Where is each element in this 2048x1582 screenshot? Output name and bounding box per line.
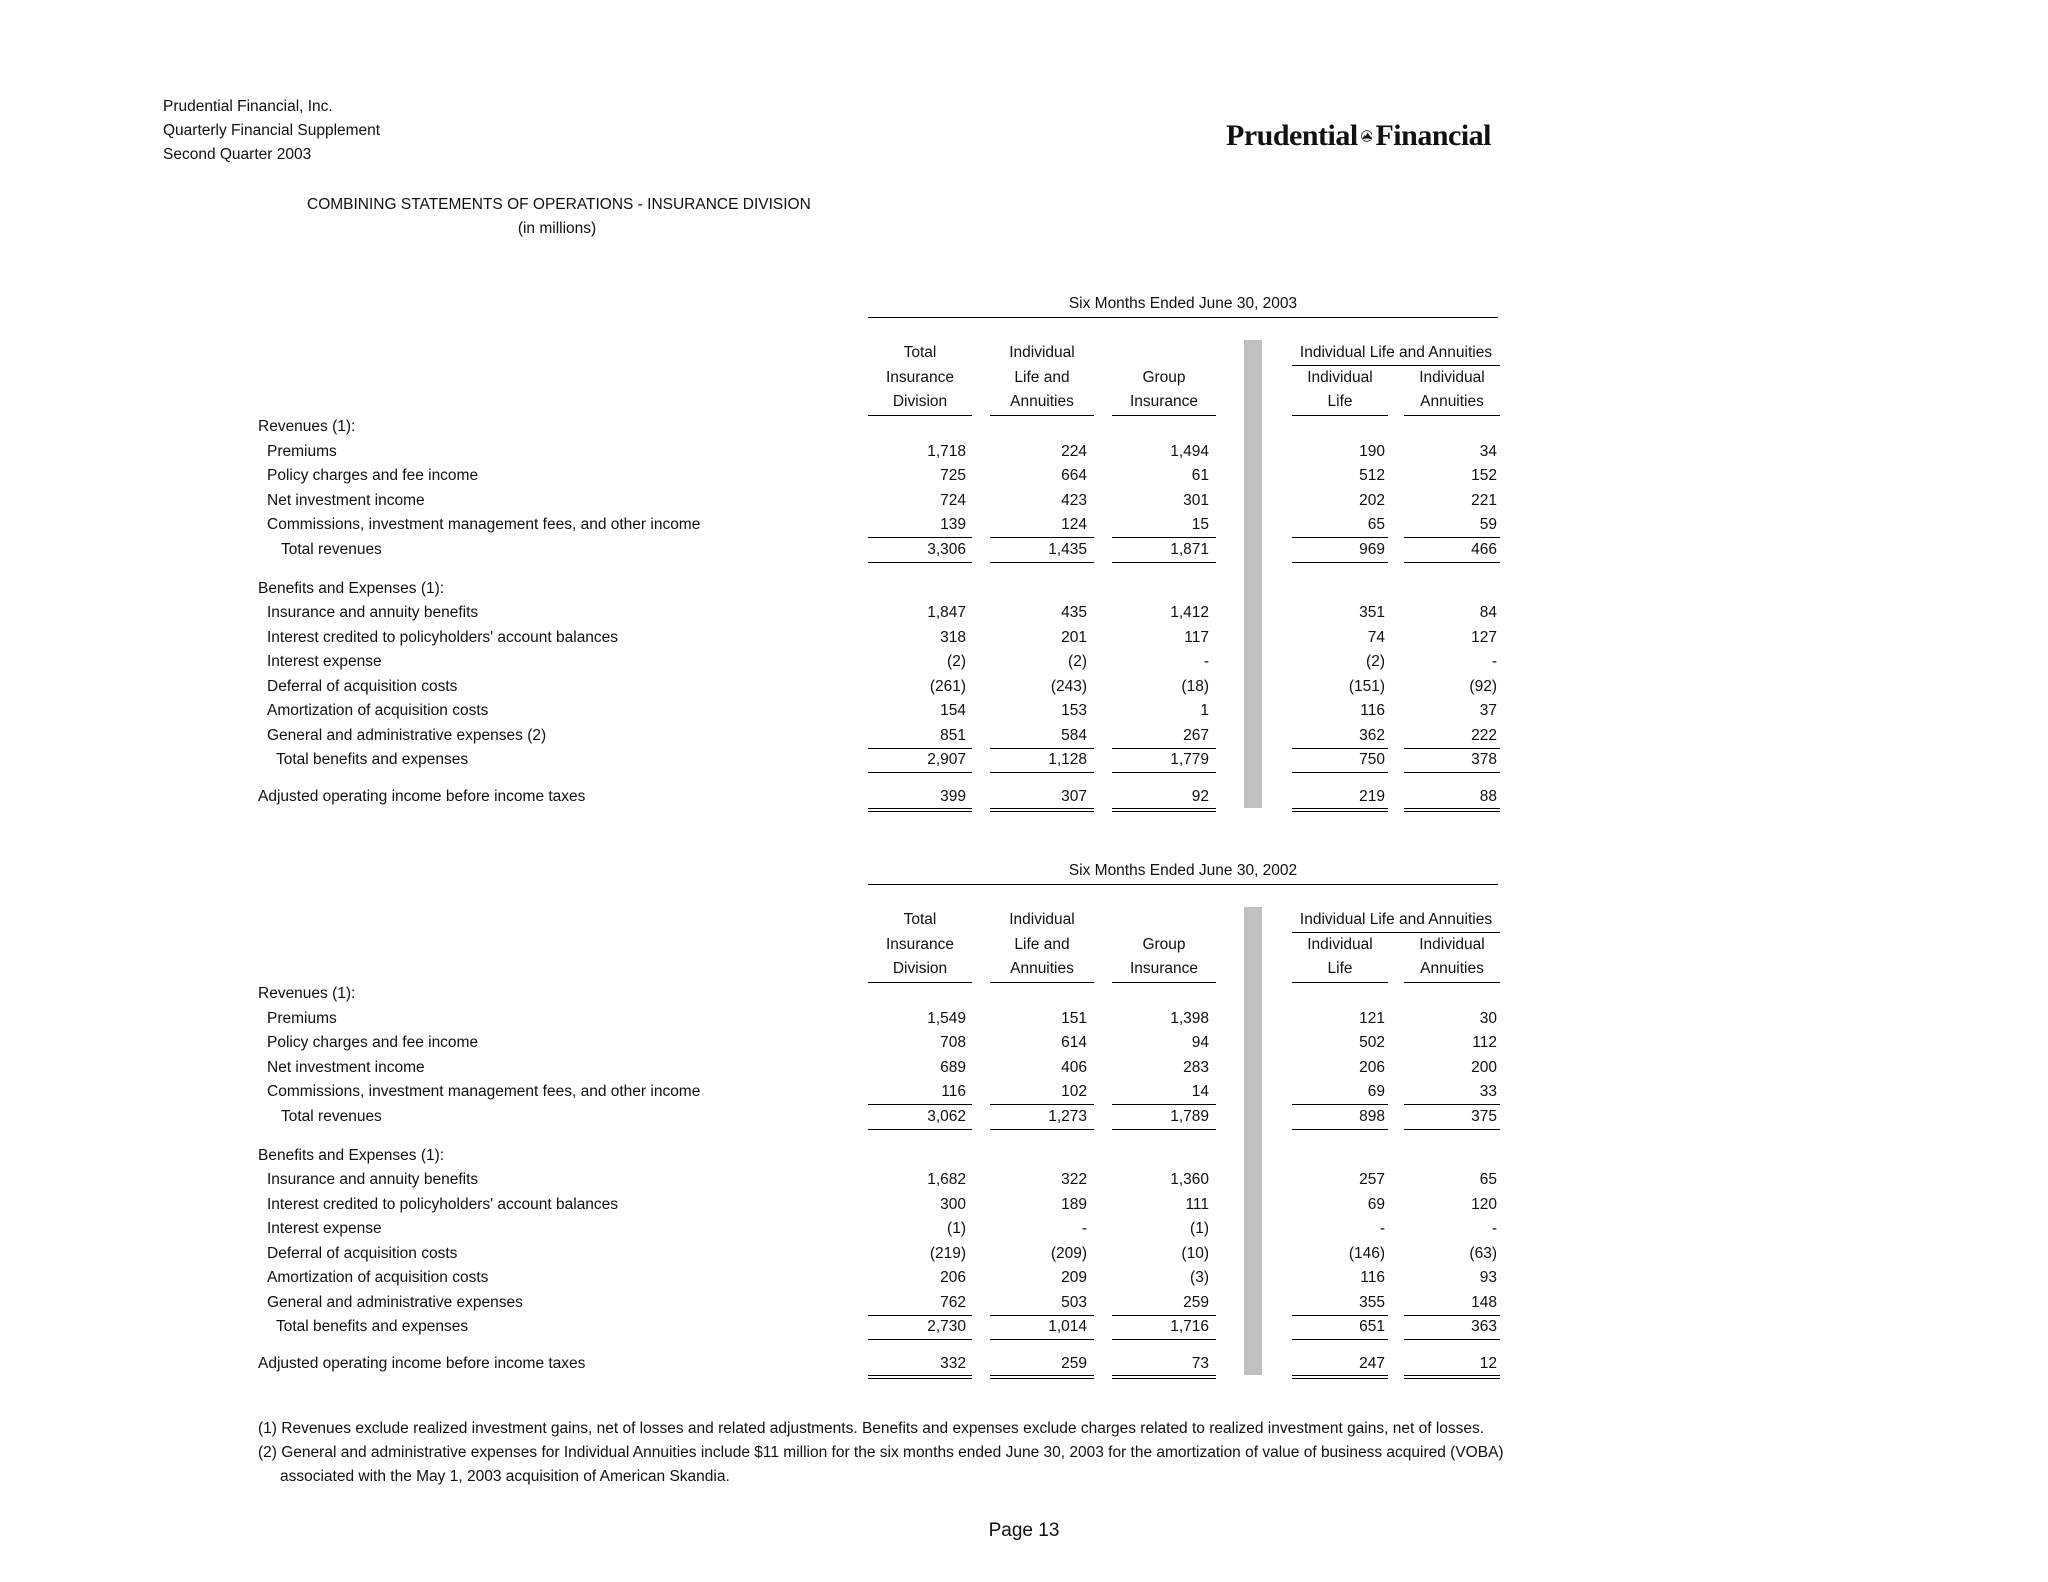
total-expenses-value: 2,907 bbox=[927, 751, 966, 768]
column-header-total: Division bbox=[892, 960, 948, 977]
column-header-annuities: Annuities bbox=[1420, 960, 1484, 977]
expense-row-value: (243) bbox=[1050, 677, 1087, 695]
total-expenses-value: 363 bbox=[1471, 1318, 1497, 1335]
subtotal-rule bbox=[868, 1104, 972, 1105]
total-rule bbox=[1404, 1339, 1500, 1340]
expense-row-value: (3) bbox=[1190, 1269, 1209, 1286]
document-name: Quarterly Financial Supplement bbox=[163, 122, 381, 139]
revenue-row-value: 61 bbox=[1191, 467, 1209, 484]
expense-row-value: (1) bbox=[947, 1220, 966, 1237]
column-header-ila-group-rule bbox=[1292, 932, 1500, 933]
adjusted-income-value: 247 bbox=[1359, 1355, 1385, 1372]
column-header-life: Life bbox=[1327, 393, 1353, 410]
total-expenses-value: 651 bbox=[1359, 1318, 1385, 1335]
revenue-row-value: 65 bbox=[1367, 516, 1385, 533]
expense-row-label: Interest expense bbox=[267, 653, 382, 670]
revenue-row-value: 502 bbox=[1359, 1034, 1385, 1051]
column-header-ila: Individual bbox=[1009, 344, 1075, 361]
expense-row-value: 93 bbox=[1479, 1269, 1497, 1286]
revenue-row-value: 94 bbox=[1191, 1034, 1209, 1051]
column-header-ila-group: Individual Life and Annuities bbox=[1299, 344, 1493, 361]
logo-right-text: Financial bbox=[1375, 119, 1491, 152]
adjusted-income-value: 259 bbox=[1061, 1355, 1087, 1372]
total-rule bbox=[1404, 562, 1500, 563]
expense-row-value: 1 bbox=[1200, 702, 1209, 719]
subtotal-rule bbox=[1292, 537, 1388, 538]
subtotal-rule bbox=[1112, 1104, 1216, 1105]
column-header-ila-group-rule bbox=[1292, 365, 1500, 366]
expense-row-value: 1,412 bbox=[1170, 604, 1209, 621]
total-rule bbox=[1292, 1129, 1388, 1130]
revenue-row-value: 1,718 bbox=[927, 442, 966, 460]
expense-row-value: 209 bbox=[1061, 1269, 1087, 1286]
expense-row-value: (146) bbox=[1348, 1244, 1385, 1262]
double-total-rule bbox=[868, 808, 972, 812]
expense-row-value: 74 bbox=[1367, 628, 1385, 646]
expense-row-value: - bbox=[1203, 653, 1209, 670]
expense-row-value: 435 bbox=[1061, 604, 1087, 621]
expense-row-value: 584 bbox=[1061, 726, 1087, 744]
revenues-heading: Revenues (1): bbox=[258, 418, 356, 435]
expense-row-value: 851 bbox=[940, 726, 966, 744]
expense-row-label: Insurance and annuity benefits bbox=[267, 1171, 479, 1188]
statement-title: COMBINING STATEMENTS OF OPERATIONS - INSURANCE DIVISION bbox=[307, 196, 811, 213]
expense-row-value: 351 bbox=[1359, 604, 1385, 621]
total-rule bbox=[868, 772, 972, 773]
column-separator-bar bbox=[1244, 907, 1262, 1375]
double-total-rule bbox=[1404, 1375, 1500, 1379]
expense-row-label: Interest expense bbox=[267, 1220, 382, 1237]
revenue-row-value: 102 bbox=[1061, 1083, 1087, 1100]
revenue-row-value: 34 bbox=[1479, 442, 1497, 460]
column-header-rule bbox=[1112, 982, 1216, 983]
adjusted-income-value: 12 bbox=[1479, 1355, 1497, 1372]
double-total-rule bbox=[990, 1375, 1094, 1379]
total-revenues-value: 1,273 bbox=[1048, 1107, 1087, 1125]
total-revenues-value: 3,062 bbox=[927, 1107, 966, 1125]
column-header-annuities: Individual bbox=[1419, 368, 1485, 386]
revenue-row-value: 664 bbox=[1061, 467, 1087, 484]
logo-left-text: Prudential bbox=[1226, 119, 1358, 152]
revenue-row-value: 33 bbox=[1479, 1083, 1497, 1100]
subtotal-rule bbox=[1112, 537, 1216, 538]
expense-row-value: (92) bbox=[1469, 677, 1497, 695]
subtotal-rule bbox=[990, 1104, 1094, 1105]
total-revenues-value: 1,871 bbox=[1170, 540, 1209, 558]
expense-row-value: 300 bbox=[940, 1195, 966, 1213]
expense-row-value: 257 bbox=[1359, 1171, 1385, 1188]
revenue-row-value: 224 bbox=[1061, 442, 1087, 460]
subtotal-rule bbox=[868, 748, 972, 749]
expense-row-value: 318 bbox=[940, 628, 966, 646]
expense-row-value: - bbox=[1491, 1220, 1497, 1237]
expense-row-value: 189 bbox=[1061, 1195, 1087, 1213]
footnote-2-cont: associated with the May 1, 2003 acquisition of American Skandia. bbox=[280, 1468, 730, 1485]
column-header-ila: Annuities bbox=[1010, 393, 1074, 410]
adjusted-income-value: 399 bbox=[940, 788, 966, 805]
expense-row-value: 120 bbox=[1471, 1195, 1497, 1213]
adjusted-income-label: Adjusted operating income before income taxes bbox=[258, 788, 586, 805]
expense-row-value: 111 bbox=[1185, 1195, 1209, 1213]
total-expenses-value: 378 bbox=[1471, 751, 1497, 768]
expense-row-value: 222 bbox=[1471, 726, 1497, 744]
revenue-row-value: 1,494 bbox=[1170, 442, 1209, 460]
total-rule bbox=[868, 562, 972, 563]
total-rule bbox=[990, 1129, 1094, 1130]
total-rule bbox=[1292, 1339, 1388, 1340]
double-total-rule bbox=[1404, 808, 1500, 812]
expense-row-value: 322 bbox=[1061, 1171, 1087, 1188]
expense-row-value: 37 bbox=[1479, 702, 1497, 719]
revenue-row-value: 121 bbox=[1359, 1009, 1385, 1027]
revenue-row-label: Net investment income bbox=[267, 1058, 425, 1076]
revenue-row-value: 614 bbox=[1061, 1034, 1087, 1051]
expense-row-value: 1,682 bbox=[927, 1171, 966, 1188]
expense-row-value: 1,360 bbox=[1170, 1171, 1209, 1188]
column-header-total: Insurance bbox=[885, 368, 955, 386]
column-header-rule bbox=[868, 415, 972, 416]
revenue-row-label: Commissions, investment management fees, and other income bbox=[267, 1083, 701, 1100]
expense-row-value: (18) bbox=[1181, 677, 1209, 695]
total-rule bbox=[1112, 1339, 1216, 1340]
total-rule bbox=[990, 1339, 1094, 1340]
total-revenues-label: Total revenues bbox=[281, 540, 382, 558]
adjusted-income-value: 332 bbox=[940, 1355, 966, 1372]
expense-row-label: Amortization of acquisition costs bbox=[267, 1269, 489, 1286]
total-rule bbox=[1112, 772, 1216, 773]
revenue-row-value: 116 bbox=[941, 1083, 966, 1100]
period-title: Six Months Ended June 30, 2003 bbox=[1068, 295, 1298, 312]
expense-row-value: 148 bbox=[1471, 1293, 1497, 1311]
revenue-row-value: 725 bbox=[940, 467, 966, 484]
expense-row-value: 201 bbox=[1061, 628, 1087, 646]
column-header-rule bbox=[1112, 415, 1216, 416]
page-number: Page 13 bbox=[988, 1520, 1060, 1541]
adjusted-income-value: 88 bbox=[1479, 788, 1497, 805]
document-period: Second Quarter 2003 bbox=[163, 146, 312, 163]
subtotal-rule bbox=[1292, 1315, 1388, 1316]
expense-row-label: Amortization of acquisition costs bbox=[267, 702, 489, 719]
expense-row-label: Interest credited to policyholders' account balances bbox=[267, 628, 619, 646]
column-separator-bar bbox=[1244, 340, 1262, 808]
column-header-ila: Life and bbox=[1014, 935, 1070, 953]
expense-row-value: 259 bbox=[1183, 1293, 1209, 1311]
expense-row-value: 69 bbox=[1367, 1195, 1385, 1213]
revenue-row-value: 708 bbox=[940, 1034, 966, 1051]
revenue-row-value: 406 bbox=[1061, 1058, 1087, 1076]
column-header-rule bbox=[990, 982, 1094, 983]
column-header-ila-group: Individual Life and Annuities bbox=[1299, 911, 1493, 928]
column-header-life: Individual bbox=[1307, 368, 1373, 386]
expenses-heading: Benefits and Expenses (1): bbox=[258, 579, 445, 597]
subtotal-rule bbox=[1112, 1315, 1216, 1316]
expense-row-label: Deferral of acquisition costs bbox=[267, 1244, 458, 1262]
period-title: Six Months Ended June 30, 2002 bbox=[1068, 862, 1298, 879]
expense-row-value: 127 bbox=[1471, 628, 1497, 646]
total-expenses-label: Total benefits and expenses bbox=[276, 751, 469, 768]
total-rule bbox=[990, 772, 1094, 773]
subtotal-rule bbox=[990, 748, 1094, 749]
revenue-row-value: 152 bbox=[1471, 467, 1497, 484]
revenue-row-value: 724 bbox=[940, 491, 966, 509]
double-total-rule bbox=[868, 1375, 972, 1379]
column-header-rule bbox=[1404, 415, 1500, 416]
footnote-1: (1) Revenues exclude realized investment gains, net of losses and related adjustments. Benefits and expenses exclude charges related to realized investment gains, net of losses. bbox=[258, 1420, 1485, 1437]
revenue-row-label: Commissions, investment management fees, and other income bbox=[267, 516, 701, 533]
expense-row-value: 116 bbox=[1360, 1269, 1385, 1286]
revenue-row-value: 15 bbox=[1191, 516, 1209, 533]
column-header-rule bbox=[1404, 982, 1500, 983]
expense-row-value: 1,847 bbox=[927, 604, 966, 621]
double-total-rule bbox=[990, 808, 1094, 812]
double-total-rule bbox=[1112, 808, 1216, 812]
double-total-rule bbox=[1112, 1375, 1216, 1379]
subtotal-rule bbox=[1404, 748, 1500, 749]
revenue-row-value: 283 bbox=[1183, 1058, 1209, 1076]
expense-row-label: Insurance and annuity benefits bbox=[267, 604, 479, 621]
revenue-row-value: 689 bbox=[940, 1058, 966, 1076]
expense-row-value: (2) bbox=[947, 653, 966, 670]
column-header-ila: Life and bbox=[1014, 368, 1070, 386]
adjusted-income-label: Adjusted operating income before income taxes bbox=[258, 1355, 586, 1372]
revenue-row-value: 200 bbox=[1471, 1058, 1497, 1076]
expense-row-value: 362 bbox=[1359, 726, 1385, 744]
total-expenses-value: 1,014 bbox=[1048, 1318, 1087, 1335]
adjusted-income-value: 92 bbox=[1191, 788, 1209, 805]
column-header-rule bbox=[1292, 982, 1388, 983]
column-header-life: Life bbox=[1327, 960, 1353, 977]
expense-row-value: (2) bbox=[1366, 653, 1385, 670]
subtotal-rule bbox=[1292, 748, 1388, 749]
column-header-annuities: Annuities bbox=[1420, 393, 1484, 410]
subtotal-rule bbox=[1404, 1104, 1500, 1105]
expense-row-value: - bbox=[1379, 1220, 1385, 1237]
total-expenses-value: 1,128 bbox=[1048, 751, 1087, 768]
column-header-ila: Annuities bbox=[1010, 960, 1074, 977]
subtotal-rule bbox=[1404, 1315, 1500, 1316]
expense-row-value: (151) bbox=[1348, 677, 1385, 695]
revenue-row-value: 30 bbox=[1479, 1009, 1497, 1027]
prudential-logo bbox=[1226, 113, 1491, 159]
column-header-group: Insurance bbox=[1129, 960, 1199, 977]
expense-row-value: 154 bbox=[940, 702, 966, 719]
subtotal-rule bbox=[1112, 748, 1216, 749]
column-header-life: Individual bbox=[1307, 935, 1373, 953]
total-rule bbox=[868, 1339, 972, 1340]
revenue-row-value: 124 bbox=[1061, 516, 1087, 533]
total-rule bbox=[990, 562, 1094, 563]
revenue-row-value: 202 bbox=[1359, 491, 1385, 509]
expense-row-label: Deferral of acquisition costs bbox=[267, 677, 458, 695]
adjusted-income-value: 307 bbox=[1061, 788, 1087, 805]
rock-of-gibraltar-icon bbox=[1361, 119, 1373, 153]
total-revenues-value: 375 bbox=[1471, 1107, 1497, 1125]
expense-row-value: (63) bbox=[1469, 1244, 1497, 1262]
adjusted-income-value: 73 bbox=[1191, 1355, 1209, 1372]
revenue-row-value: 206 bbox=[1359, 1058, 1385, 1076]
column-header-total: Division bbox=[892, 393, 948, 410]
expense-row-value: 206 bbox=[940, 1269, 966, 1286]
total-expenses-label: Total benefits and expenses bbox=[276, 1318, 469, 1335]
expenses-heading: Benefits and Expenses (1): bbox=[258, 1146, 445, 1164]
expense-row-value: (219) bbox=[929, 1244, 966, 1262]
total-expenses-value: 2,730 bbox=[927, 1318, 966, 1335]
statement-units: (in millions) bbox=[517, 220, 597, 237]
expense-row-value: 267 bbox=[1183, 726, 1209, 744]
revenue-row-value: 190 bbox=[1359, 442, 1385, 460]
expense-row-value: - bbox=[1081, 1220, 1087, 1237]
total-rule bbox=[1112, 562, 1216, 563]
expense-row-value: (2) bbox=[1068, 653, 1087, 670]
expense-row-value: 84 bbox=[1479, 604, 1497, 621]
total-rule bbox=[1112, 1129, 1216, 1130]
column-header-ila: Individual bbox=[1009, 911, 1075, 928]
revenue-row-value: 59 bbox=[1479, 516, 1497, 533]
subtotal-rule bbox=[868, 537, 972, 538]
expense-row-label: General and administrative expenses (2) bbox=[267, 726, 547, 744]
expense-row-value: (209) bbox=[1050, 1244, 1087, 1262]
revenue-row-label: Policy charges and fee income bbox=[267, 1034, 479, 1051]
revenues-heading: Revenues (1): bbox=[258, 985, 356, 1002]
expense-row-value: (1) bbox=[1190, 1220, 1209, 1237]
expense-row-value: (261) bbox=[929, 677, 966, 695]
revenue-row-label: Premiums bbox=[267, 1009, 337, 1027]
expense-row-value: - bbox=[1491, 653, 1497, 670]
total-rule bbox=[1404, 772, 1500, 773]
revenue-row-label: Net investment income bbox=[267, 491, 425, 509]
column-header-group: Group bbox=[1142, 935, 1186, 953]
total-expenses-value: 1,779 bbox=[1170, 751, 1209, 768]
total-rule bbox=[1292, 772, 1388, 773]
adjusted-income-value: 219 bbox=[1359, 788, 1385, 805]
double-total-rule bbox=[1292, 1375, 1388, 1379]
total-revenues-value: 1,789 bbox=[1170, 1107, 1209, 1125]
revenue-row-value: 112 bbox=[1472, 1034, 1497, 1051]
expense-row-label: General and administrative expenses bbox=[267, 1293, 523, 1311]
revenue-row-value: 69 bbox=[1367, 1083, 1385, 1100]
column-header-rule bbox=[1292, 415, 1388, 416]
total-revenues-value: 3,306 bbox=[927, 540, 966, 558]
total-revenues-label: Total revenues bbox=[281, 1107, 382, 1125]
column-header-total: Total bbox=[903, 911, 937, 928]
double-total-rule bbox=[1292, 808, 1388, 812]
revenue-row-value: 14 bbox=[1191, 1083, 1209, 1100]
subtotal-rule bbox=[990, 537, 1094, 538]
column-header-rule bbox=[990, 415, 1094, 416]
total-revenues-value: 1,435 bbox=[1048, 540, 1087, 558]
revenue-row-value: 423 bbox=[1061, 491, 1087, 509]
total-revenues-value: 898 bbox=[1359, 1107, 1385, 1125]
subtotal-rule bbox=[990, 1315, 1094, 1316]
subtotal-rule bbox=[1404, 537, 1500, 538]
revenue-row-value: 1,398 bbox=[1170, 1009, 1209, 1027]
subtotal-rule bbox=[868, 1315, 972, 1316]
footnote-2: (2) General and administrative expenses for Individual Annuities include $11 million for the six months ended June 30, 2003 for the amortization of value of business acquired (VOBA) bbox=[258, 1444, 1504, 1461]
expense-row-value: 116 bbox=[1360, 702, 1385, 719]
revenue-row-value: 512 bbox=[1359, 467, 1385, 484]
expense-row-value: (10) bbox=[1181, 1244, 1209, 1262]
subtotal-rule bbox=[1292, 1104, 1388, 1105]
column-header-group: Insurance bbox=[1129, 393, 1199, 410]
company-name: Prudential Financial, Inc. bbox=[163, 98, 333, 115]
revenue-row-value: 1,549 bbox=[927, 1009, 966, 1027]
expense-row-value: 762 bbox=[940, 1293, 966, 1311]
column-header-group: Group bbox=[1142, 368, 1186, 386]
total-expenses-value: 750 bbox=[1359, 751, 1385, 768]
total-rule bbox=[868, 1129, 972, 1130]
total-revenues-value: 969 bbox=[1359, 540, 1385, 558]
column-header-total: Insurance bbox=[885, 935, 955, 953]
expense-row-value: 65 bbox=[1479, 1171, 1497, 1188]
expense-row-value: 355 bbox=[1359, 1293, 1385, 1311]
expense-row-label: Interest credited to policyholders' account balances bbox=[267, 1195, 619, 1213]
total-rule bbox=[1292, 562, 1388, 563]
revenue-row-label: Premiums bbox=[267, 442, 337, 460]
period-rule bbox=[868, 317, 1498, 318]
revenue-row-label: Policy charges and fee income bbox=[267, 467, 479, 484]
expense-row-value: 503 bbox=[1061, 1293, 1087, 1311]
total-rule bbox=[1404, 1129, 1500, 1130]
column-header-total: Total bbox=[903, 344, 937, 361]
total-expenses-value: 1,716 bbox=[1170, 1318, 1209, 1335]
revenue-row-value: 151 bbox=[1061, 1009, 1087, 1027]
expense-row-value: 117 bbox=[1184, 628, 1209, 646]
total-revenues-value: 466 bbox=[1471, 540, 1497, 558]
expense-row-value: 153 bbox=[1061, 702, 1087, 719]
revenue-row-value: 221 bbox=[1471, 491, 1497, 509]
column-header-rule bbox=[868, 982, 972, 983]
column-header-annuities: Individual bbox=[1419, 935, 1485, 953]
period-rule bbox=[868, 884, 1498, 885]
revenue-row-value: 139 bbox=[940, 516, 966, 533]
revenue-row-value: 301 bbox=[1183, 491, 1209, 509]
